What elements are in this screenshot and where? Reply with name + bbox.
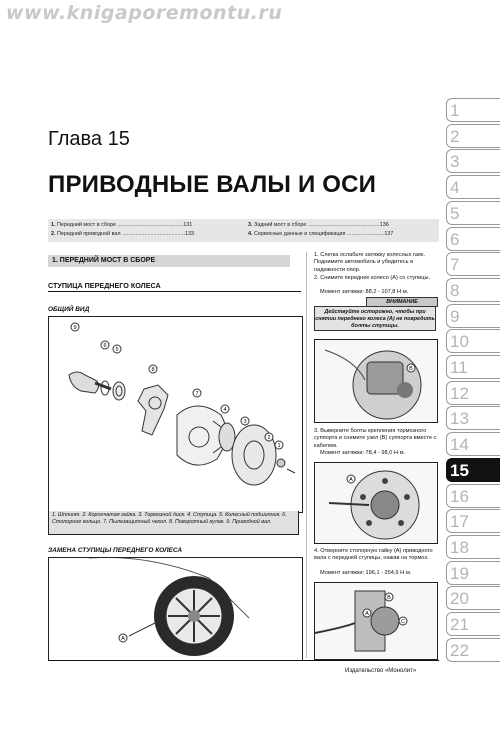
tab-chapter-12[interactable]: 12 <box>446 381 500 405</box>
step-3-torque: Момент затяжки: 78,4 - 98,0 Н·м. <box>320 450 406 456</box>
callout-9 <box>71 323 79 331</box>
section-header: 1. ПЕРЕДНИЙ МОСТ В СБОРЕ <box>48 255 290 267</box>
toc-item[interactable]: 1. Передний мост в сборе ............................................131 <box>51 222 193 228</box>
svg-text:A: A <box>121 636 125 642</box>
svg-text:8: 8 <box>151 367 155 373</box>
svg-text:4: 4 <box>223 407 227 413</box>
svg-text:5: 5 <box>115 347 119 353</box>
tab-chapter-7[interactable]: 7 <box>446 252 500 276</box>
tab-chapter-10[interactable]: 10 <box>446 329 500 353</box>
tab-chapter-13[interactable]: 13 <box>446 406 500 430</box>
tab-chapter-20[interactable]: 20 <box>446 586 500 610</box>
tab-chapter-8[interactable]: 8 <box>446 278 500 302</box>
footer-rule <box>48 660 439 661</box>
tab-chapter-3[interactable]: 3 <box>446 149 500 173</box>
callout-7 <box>193 389 201 397</box>
tab-chapter-5[interactable]: 5 <box>446 201 500 225</box>
svg-text:A: A <box>349 477 353 483</box>
toc-item[interactable]: 3. Задний мост в сборе ................................................136 <box>248 222 389 228</box>
step-3: 3. Выверните болты крепления тормозного суппорта и снимите узел (B) суппорта вместе с кабелем. <box>314 428 437 449</box>
callout-3 <box>241 417 249 425</box>
column-divider <box>306 252 307 658</box>
publisher-label: Издательство «Монолит» <box>345 668 417 674</box>
toc-item[interactable]: 4. Сервисные данные и спецификация .........................137 <box>248 231 394 237</box>
svg-text:9: 9 <box>73 325 77 331</box>
tab-chapter-22[interactable]: 22 <box>446 638 500 662</box>
svg-text:A: A <box>365 611 369 617</box>
svg-text:B: B <box>409 366 413 372</box>
knuckle-photo <box>314 582 438 660</box>
svg-text:C: C <box>401 619 405 625</box>
subsection-title: СТУПИЦА ПЕРЕДНЕГО КОЛЕСА <box>48 281 161 290</box>
svg-text:7: 7 <box>195 391 199 397</box>
step-4: 4. Отверните стопорную гайку (A) приводного вала с передней ступицы, нажав на тормоз. <box>314 548 433 562</box>
toc-item[interactable]: 2. Передний приводной вал ..........................................133 <box>51 231 194 237</box>
callout-4 <box>221 405 229 413</box>
callout-8 <box>149 365 157 373</box>
tab-chapter-14[interactable]: 14 <box>446 432 500 456</box>
procedure-title: ЗАМЕНА СТУПИЦЫ ПЕРЕДНЕГО КОЛЕСА <box>48 547 183 554</box>
callout-A <box>119 634 127 642</box>
warning-title: ВНИМАНИЕ <box>366 297 438 307</box>
exploded-view-figure <box>48 316 303 513</box>
warning-box: Действуйте осторожно, чтобы при снятии переднего колеса (A) не повредить болты ступицы. <box>314 306 436 331</box>
wheel-figure <box>48 557 303 661</box>
tab-chapter-9[interactable]: 9 <box>446 304 500 328</box>
divider <box>48 291 301 292</box>
chapter-label: Глава 15 <box>48 128 130 150</box>
svg-text:B: B <box>387 595 391 601</box>
step-2-torque: Момент затяжки: 88,2 - 107,8 Н·м. <box>320 289 409 295</box>
step-4-torque: Момент затяжки: 196,1 - 254,9 Н·м. <box>320 570 412 576</box>
svg-text:1: 1 <box>277 443 281 449</box>
svg-text:3: 3 <box>243 419 247 425</box>
tab-chapter-1[interactable]: 1 <box>446 98 500 122</box>
tab-chapter-21[interactable]: 21 <box>446 612 500 636</box>
figure-title: ОБЩИЙ ВИД <box>48 306 90 313</box>
step-2: 2. Снимите переднее колесо (A) со ступицы. <box>314 275 431 281</box>
tab-chapter-19[interactable]: 19 <box>446 561 500 585</box>
callout-A <box>347 475 355 483</box>
hub-nut-photo <box>314 462 438 544</box>
page-title: ПРИВОДНЫЕ ВАЛЫ И ОСИ <box>48 171 377 198</box>
callout-B <box>407 364 415 372</box>
watermark: www.knigaporemontu.ru <box>6 2 283 24</box>
callout-2 <box>265 433 273 441</box>
callout-5 <box>113 345 121 353</box>
callout-C <box>399 617 407 625</box>
step-1: 1. Слегка ослабьте затяжку колесных гаек. Поднимите автомобиль и убедитесь в надежности опор. <box>314 252 426 273</box>
caliper-photo <box>314 339 438 423</box>
tab-chapter-16[interactable]: 16 <box>446 484 500 508</box>
callout-6 <box>101 341 109 349</box>
tab-chapter-15[interactable]: 15 <box>446 458 500 482</box>
callout-B <box>385 593 393 601</box>
tab-chapter-11[interactable]: 11 <box>446 355 500 379</box>
tab-chapter-18[interactable]: 18 <box>446 535 500 559</box>
figure-caption: 1. Шплинт. 2. Корончатая гайка. 3. Тормозной диск. 4. Ступица. 5. Колесный подшипник. 6. Стопорное кольцо. 7. Пылезащитный чехол. 8. Поворотный кулак. 9. Приводной вал. <box>48 511 299 535</box>
tab-chapter-4[interactable]: 4 <box>446 175 500 199</box>
tab-chapter-17[interactable]: 17 <box>446 509 500 533</box>
callout-1 <box>275 441 283 449</box>
svg-text:2: 2 <box>267 435 271 441</box>
callout-A <box>363 609 371 617</box>
table-of-contents <box>48 219 439 242</box>
tab-chapter-2[interactable]: 2 <box>446 124 500 148</box>
tab-chapter-6[interactable]: 6 <box>446 227 500 251</box>
svg-text:6: 6 <box>103 343 107 349</box>
